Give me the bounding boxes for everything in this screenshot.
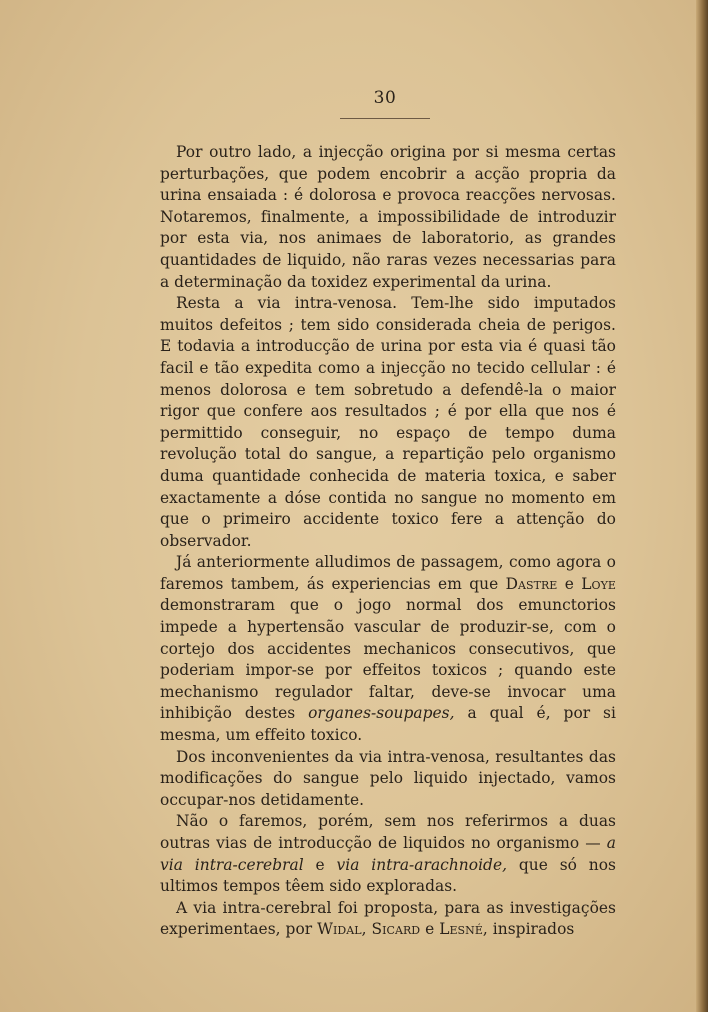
text-run: Dos inconvenientes da via intra-venosa, resultantes das modificações do sangue pelo liquido injectado, vamos occupar-nos detidamente. (160, 747, 616, 809)
text-body (160, 142, 616, 941)
text-run: e (557, 574, 582, 593)
text-run: que só nos ultimos tempos têem sido exploradas. (160, 855, 617, 896)
author-name: Sicard (371, 920, 421, 939)
paragraph (160, 293, 616, 552)
page-edge (696, 0, 708, 1012)
author-name: Dastre (505, 574, 558, 593)
text-run: e (303, 855, 337, 874)
paragraph (160, 142, 616, 293)
italic-term: a via intra-cerebral (160, 834, 616, 874)
text-run: a qual é, por si mesma, um effeito toxico. (160, 704, 616, 745)
paragraph (160, 811, 616, 897)
italic-term: organes-soupapes, (308, 704, 455, 723)
text-run: demonstraram que o jogo normal dos emunctorios impede a hypertensão vascular de produzir-se, com o cortejo dos accidentes mechanicos consecutivos, que poderiam impor-se por effeitos toxicos ; quando este mechanismo regulador faltar, deve-se invocar uma inhibição destes (160, 596, 616, 723)
paragraph (160, 552, 616, 746)
page-number: 30 (373, 88, 397, 108)
author-name: Loye (581, 574, 616, 593)
text-run: , (361, 920, 372, 939)
text-run: Não o faremos, porém, sem nos referirmos a duas outras vias de introducção de liquidos no organismo — (160, 812, 616, 852)
paragraph (160, 747, 616, 812)
author-name: Lesné (439, 920, 483, 939)
text-run: Já anteriormente alludimos de passagem, como agora o faremos tambem, ás experiencias em que (160, 553, 616, 593)
text-run: Resta a via intra-venosa. Tem-lhe sido imputados muitos defeitos ; tem sido considerada cheia de perigos. E todavia a introducção de urina por esta via é quasi tão facil e tão expedita como a injecção no tecido cellular : é menos dolorosa e tem sobretudo a defendê-la o maior rigor que confere aos resultados ; é por ella que nos é permittido conseguir, no espaço de tempo duma revolução total do sangue, a repartição pelo organismo duma quantidade conhecida de materia toxica, e saber exactamente a dóse contida no sangue no momento em que o primeiro accidente toxico fere a attenção do observador. (160, 294, 616, 550)
paragraph (160, 898, 616, 941)
text-run: Por outro lado, a injecção origina por si mesma certas perturbações, que podem encobrir a acção propria da urina ensaiada : é dolorosa e provoca reacções nervosas. Notaremos, finalmente, a impossibilidade de introduzir por esta via, nos animaes de laboratorio, as grandes quantidades de liquido, não raras vezes necessarias para a determinação da toxidez experimental da urina. (160, 143, 616, 291)
text-run: , inspirados (482, 920, 575, 939)
header-rule (340, 118, 430, 119)
author-name: Widal (317, 920, 362, 939)
text-run: e (420, 920, 440, 939)
italic-term: via intra-arachnoide, (336, 855, 508, 874)
text-run: A via intra-cerebral foi proposta, para as investigações experimentaes, por (160, 898, 616, 939)
